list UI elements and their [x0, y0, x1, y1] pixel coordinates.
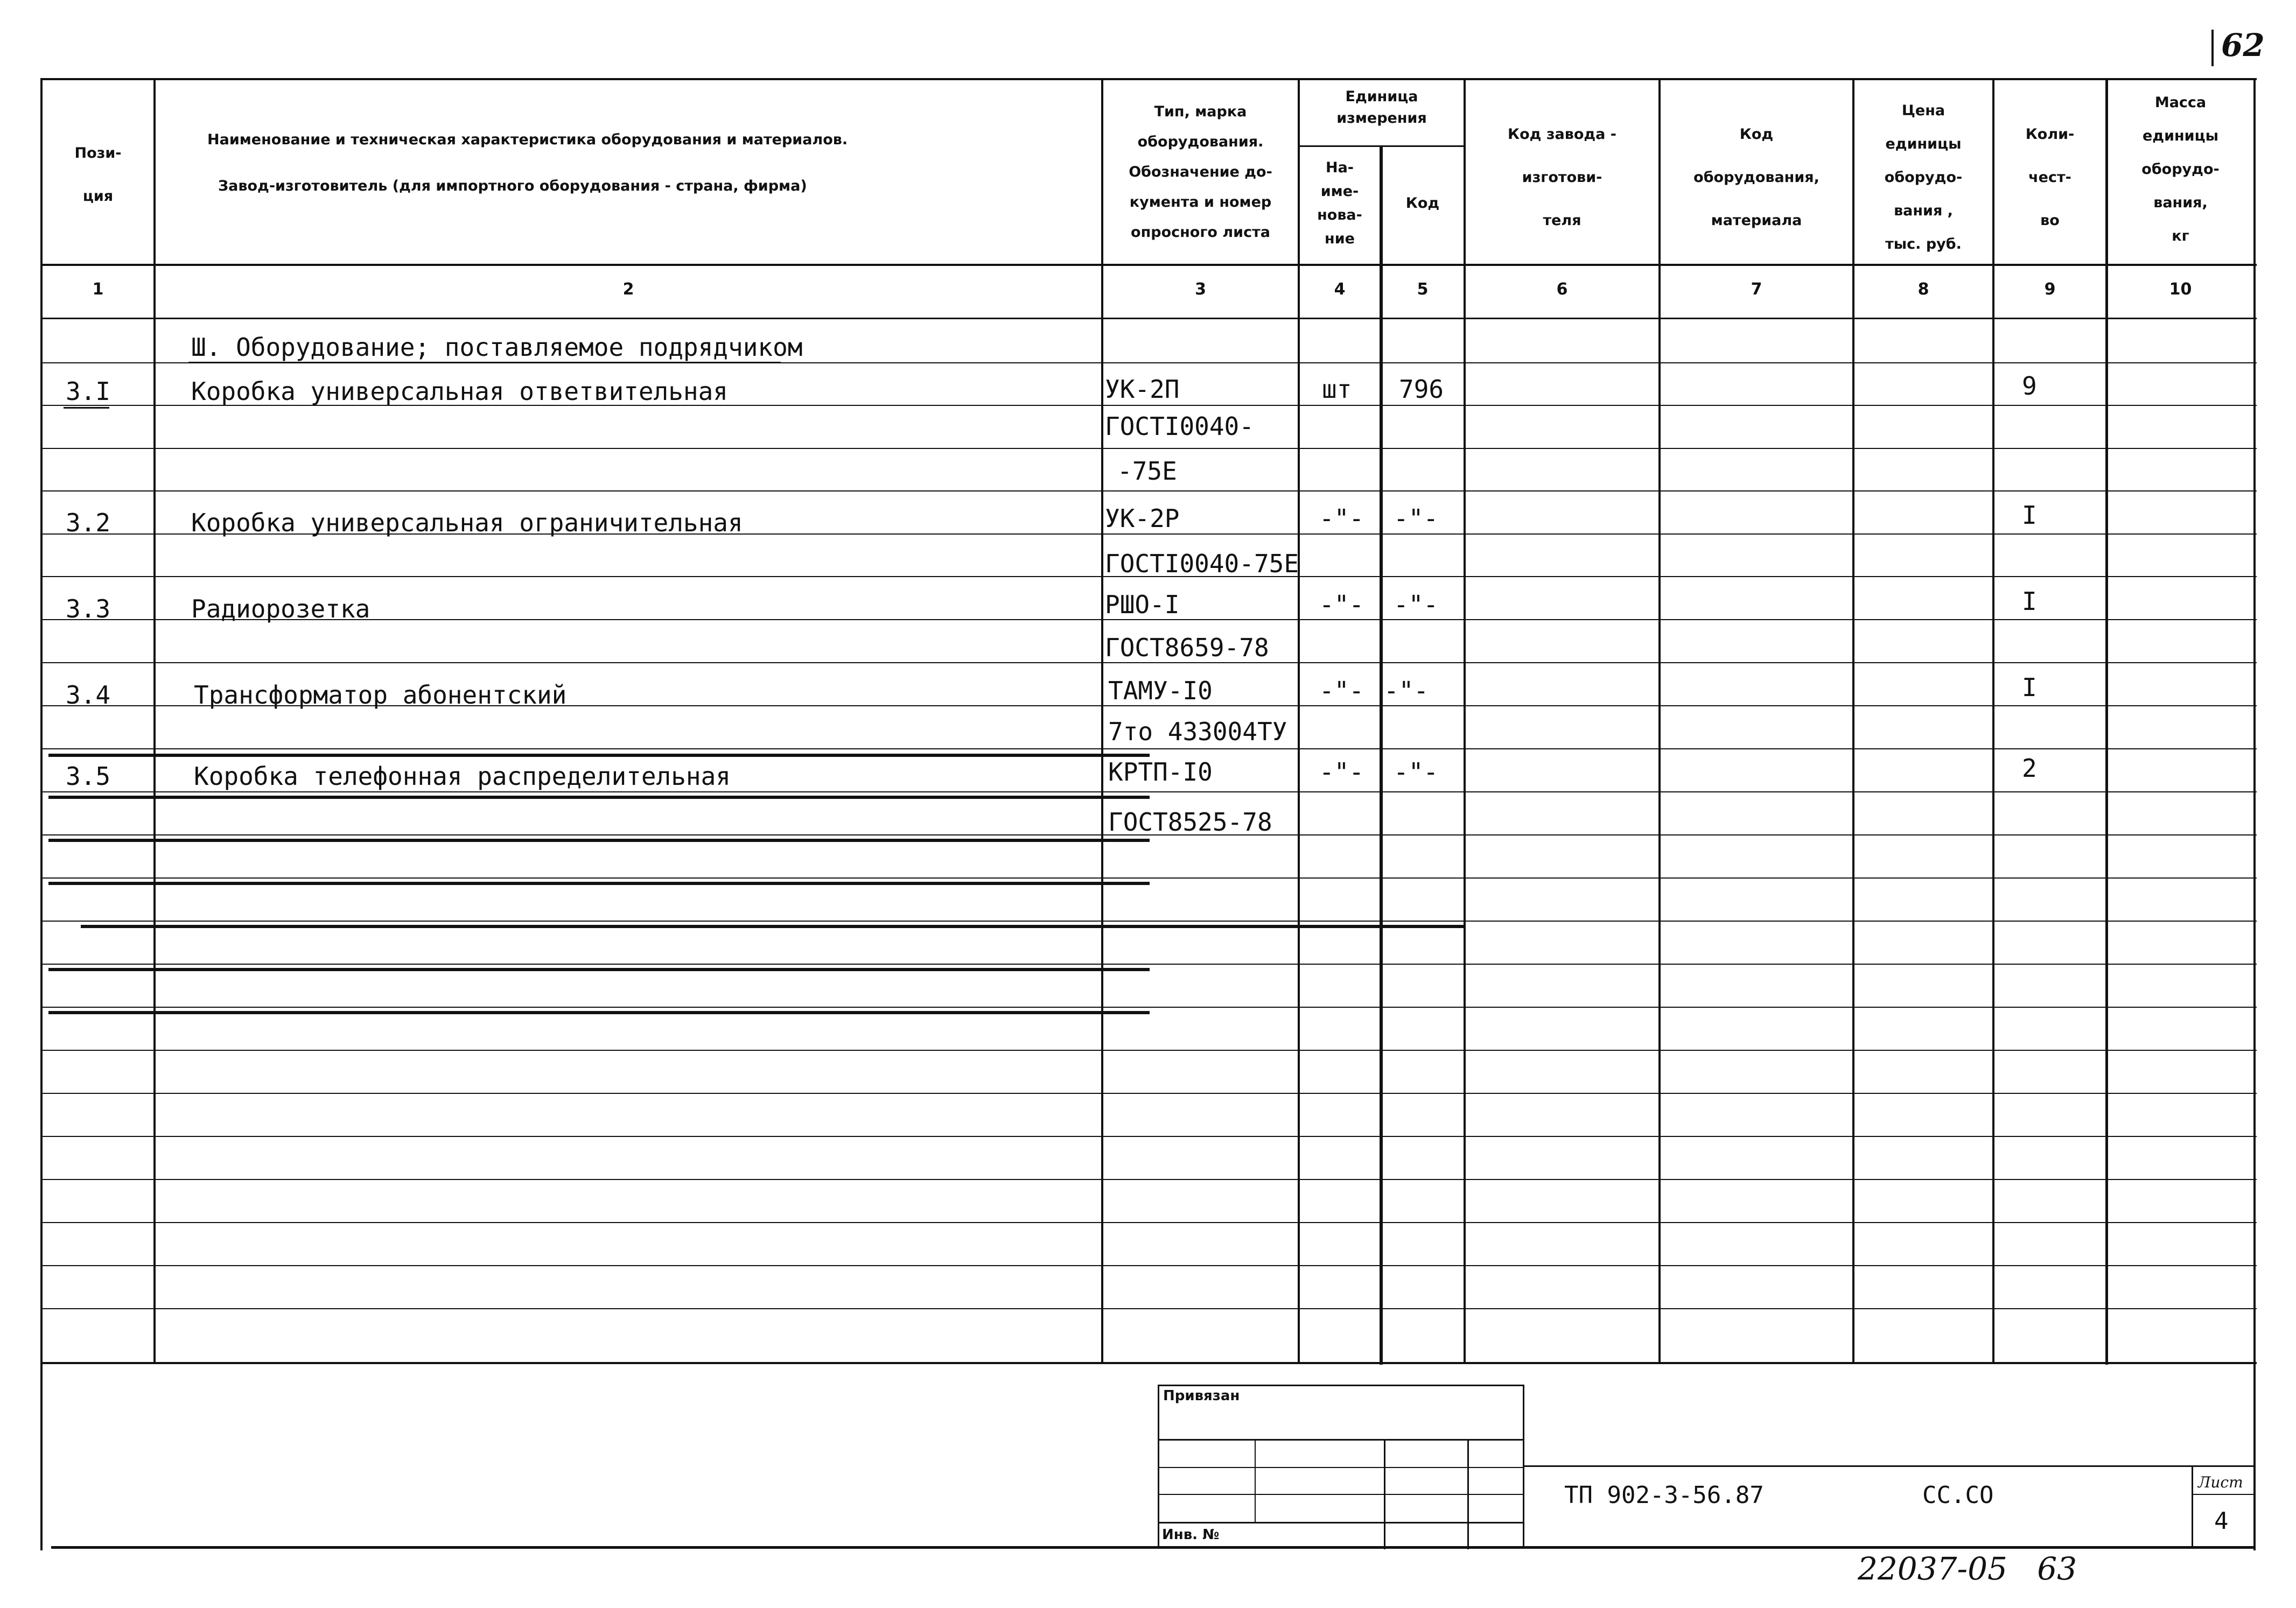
- stamp-sheet-label: Лист: [2198, 1473, 2243, 1491]
- row-type: ГОСТI0040-: [1105, 412, 1254, 441]
- row-unit: -"-: [1319, 504, 1364, 533]
- col-number-5: 5: [1417, 280, 1429, 299]
- stamp-mark: СС.СО: [1922, 1481, 1994, 1509]
- stamp-doc-code: ТП 902-3-56.87: [1564, 1481, 1764, 1509]
- row-type: ГОСТ8525-78: [1108, 807, 1272, 837]
- row-name: Коробка универсальная ограничительная: [191, 508, 743, 537]
- row-type: ТАМУ-I0: [1108, 676, 1213, 705]
- row-type: РШО-I: [1105, 590, 1180, 619]
- row-position: 3.5: [66, 762, 111, 791]
- row-type: УК-2Р: [1105, 504, 1180, 533]
- row-name: Радиорозетка: [191, 594, 370, 623]
- col-number-8: 8: [1917, 280, 1929, 299]
- row-unit-code: -"-: [1394, 590, 1439, 619]
- section-title: Ш. Оборудование; поставляемое подрядчиком: [191, 333, 803, 362]
- row-qty: 2: [2022, 754, 2037, 783]
- col-number-3: 3: [1195, 280, 1206, 299]
- col-number-6: 6: [1556, 280, 1568, 299]
- top-sheet-number: 62: [2221, 27, 2265, 64]
- row-qty: 9: [2022, 371, 2037, 401]
- row-unit-code: -"-: [1384, 676, 1429, 705]
- stamp-privyazan: Привязан: [1163, 1388, 1240, 1404]
- row-type: УК-2П: [1105, 375, 1180, 404]
- header-name-line1: Наименование и техническая характеристика оборудования и материалов.: [207, 131, 848, 148]
- header-unit-price: Цена единицы оборудо- вания , тыс. руб.: [1884, 102, 1963, 252]
- row-type: КРТП-I0: [1108, 757, 1213, 787]
- stamp-sheet-value: 4: [2214, 1507, 2229, 1535]
- col-number-9: 9: [2044, 280, 2056, 299]
- col-number-10: 10: [2169, 280, 2192, 299]
- row-unit-code: -"-: [1394, 504, 1439, 533]
- header-name-line2: Завод-изготовитель (для импортного оборудования - страна, фирма): [218, 178, 807, 194]
- row-qty: I: [2022, 587, 2037, 616]
- row-name: Трансформатор абонентский: [194, 680, 567, 710]
- row-name: Коробка телефонная распределительная: [194, 762, 731, 791]
- header-quantity: Коли- чест- во: [2025, 126, 2075, 229]
- header-factory-code: Код завода - изготови- теля: [1508, 126, 1616, 229]
- row-position: 3.3: [66, 594, 111, 623]
- row-unit-code: -"-: [1394, 757, 1439, 787]
- row-type: -75Е: [1117, 457, 1177, 486]
- header-equipment-code: Код оборудования, материала: [1693, 126, 1819, 229]
- header-type: Тип, марка оборудования. Обозначение до- кумента и номер опросного листа: [1129, 103, 1272, 241]
- row-name: Коробка универсальная ответвительная: [191, 377, 728, 406]
- col-number-7: 7: [1751, 280, 1762, 299]
- row-qty: I: [2022, 501, 2037, 530]
- footer-handwritten-number: 22037-05 63: [1858, 1550, 2077, 1587]
- row-type: ГОСТ8659-78: [1105, 633, 1269, 662]
- header-unit-name: На- име- нова- ние: [1317, 159, 1362, 247]
- row-position: 3.2: [66, 508, 111, 537]
- row-unit: -"-: [1319, 590, 1364, 619]
- col-number-2: 2: [622, 280, 634, 299]
- header-unit-code: Код: [1405, 195, 1440, 212]
- col-number-4: 4: [1334, 280, 1346, 299]
- row-type: ГОСТI0040-75Е: [1105, 549, 1299, 578]
- stamp-inv-no: Инв. №: [1162, 1527, 1220, 1543]
- row-type: 7то 433004ТУ: [1108, 717, 1287, 746]
- header-position: Пози- ция: [74, 145, 122, 205]
- row-unit: -"-: [1319, 757, 1364, 787]
- header-unit-mass: Масса единицы оборудо- вания, кг: [2141, 94, 2220, 244]
- row-qty: I: [2022, 673, 2037, 702]
- row-position: 3.4: [66, 680, 111, 710]
- row-position: 3.I: [66, 377, 111, 406]
- row-unit: шт: [1322, 375, 1352, 404]
- header-unit-group: Единица измерения: [1336, 88, 1427, 127]
- col-number-1: 1: [92, 280, 104, 299]
- row-unit-code: 796: [1399, 375, 1444, 404]
- row-unit: -"-: [1319, 676, 1364, 705]
